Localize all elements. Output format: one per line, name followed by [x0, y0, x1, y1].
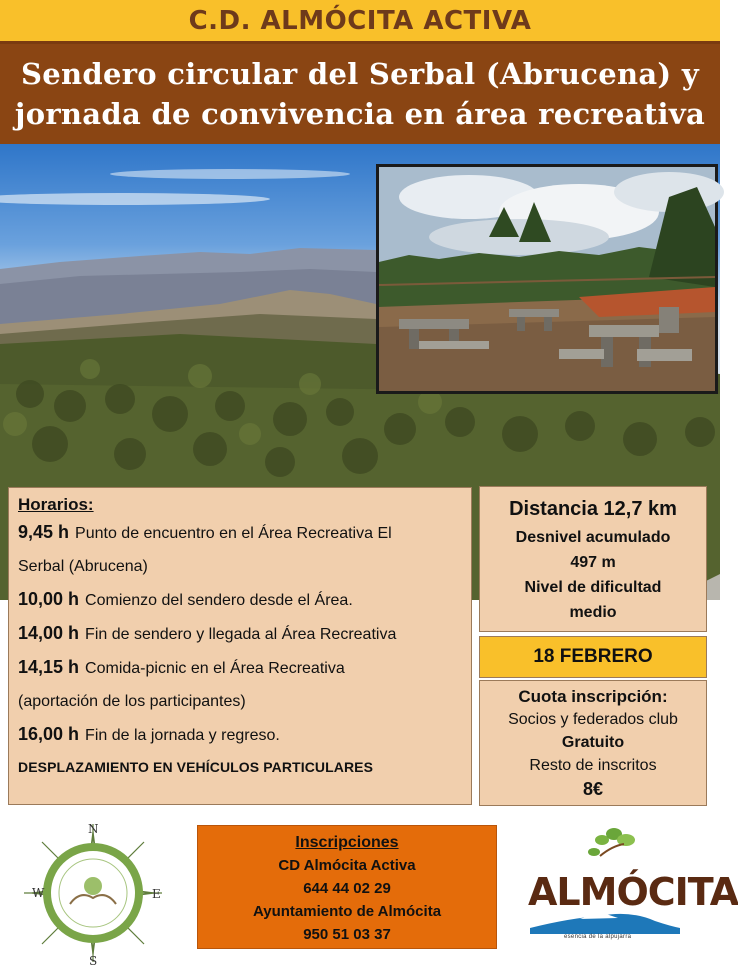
brand-tagline: esencia de la alpujarra: [564, 934, 632, 940]
registration-council: Ayuntamiento de Almócita: [252, 903, 442, 920]
club-name-band: [0, 0, 720, 44]
schedule-item: [18, 617, 463, 651]
club-compass-logo: [20, 820, 166, 966]
schedule-heading: Horarios:: [18, 495, 94, 514]
schedule-time: 14,15 h: [18, 657, 80, 677]
members-label: Socios y federados club: [508, 711, 678, 728]
route-distance: Distancia 12,7 km: [509, 498, 677, 520]
schedule-time: 16,00 h: [18, 724, 80, 744]
schedule-description-continued: (aportación de los participantes): [18, 693, 246, 710]
compass-north: N: [88, 822, 99, 836]
schedule-item: [18, 718, 463, 752]
transport-note: DESPLAZAMIENTO EN VEHÍCULOS PARTICULARES: [18, 759, 374, 775]
fee-panel: [479, 680, 707, 806]
others-label: Resto de inscritos: [529, 757, 657, 774]
leaf-icon: [588, 828, 635, 856]
schedule-description: Comida-picnic en el Área Recreativa: [85, 660, 345, 677]
schedule-time: 14,00 h: [18, 623, 80, 643]
club-name: C.D. ALMÓCITA ACTIVA: [188, 5, 532, 36]
almocita-brand-logo: [520, 826, 738, 952]
registration-club-phone: 644 44 02 29: [303, 880, 391, 897]
schedule-time: 9,45 h: [18, 522, 70, 542]
route-info-panel: [479, 486, 707, 632]
schedule-description: Fin de la jornada y regreso.: [85, 727, 280, 744]
others-price: 8€: [582, 779, 604, 799]
schedule-item-continued: [18, 550, 463, 583]
schedule-description: Fin de sendero y llegada al Área Recreativa: [85, 626, 397, 643]
elevation-label: Desnivel acumulado: [515, 529, 671, 546]
schedule-description: Comienzo del sendero desde el Área.: [85, 592, 353, 609]
event-date: 18 FEBRERO: [533, 646, 653, 667]
schedule-item-continued: [18, 685, 463, 718]
picnic-area-photo: [376, 164, 718, 394]
compass-west: W: [32, 886, 45, 900]
fee-title: Cuota inscripción:: [518, 687, 668, 706]
registration-council-phone: 950 51 03 37: [303, 926, 391, 943]
event-title-line-2: jornada de convivencia en área recreativa: [14, 97, 706, 131]
elevation-value: 497 m: [570, 554, 616, 571]
difficulty-value: medio: [569, 604, 617, 621]
schedule-item: [18, 651, 463, 685]
event-title-band: [0, 44, 720, 144]
schedule-panel: [8, 487, 472, 805]
registration-title: Inscripciones: [295, 834, 399, 851]
schedule-description-continued: Serbal (Abrucena): [18, 558, 148, 575]
schedule-time: 10,00 h: [18, 589, 80, 609]
event-date-box: [479, 636, 707, 678]
registration-box: [197, 825, 497, 949]
schedule-description: Punto de encuentro en el Área Recreativa El: [75, 525, 392, 542]
schedule-item: [18, 583, 463, 617]
schedule-item: [18, 516, 463, 550]
event-title-line-1: Sendero circular del Serbal (Abrucena) y: [20, 57, 699, 91]
compass-east: E: [152, 887, 161, 901]
registration-club: CD Almócita Activa: [278, 857, 416, 874]
members-price: Gratuito: [561, 734, 625, 751]
difficulty-label: Nivel de dificultad: [524, 579, 662, 596]
footer: [0, 812, 738, 968]
compass-south: S: [89, 954, 98, 968]
brand-wordmark: ALMÓCITA: [528, 870, 738, 914]
